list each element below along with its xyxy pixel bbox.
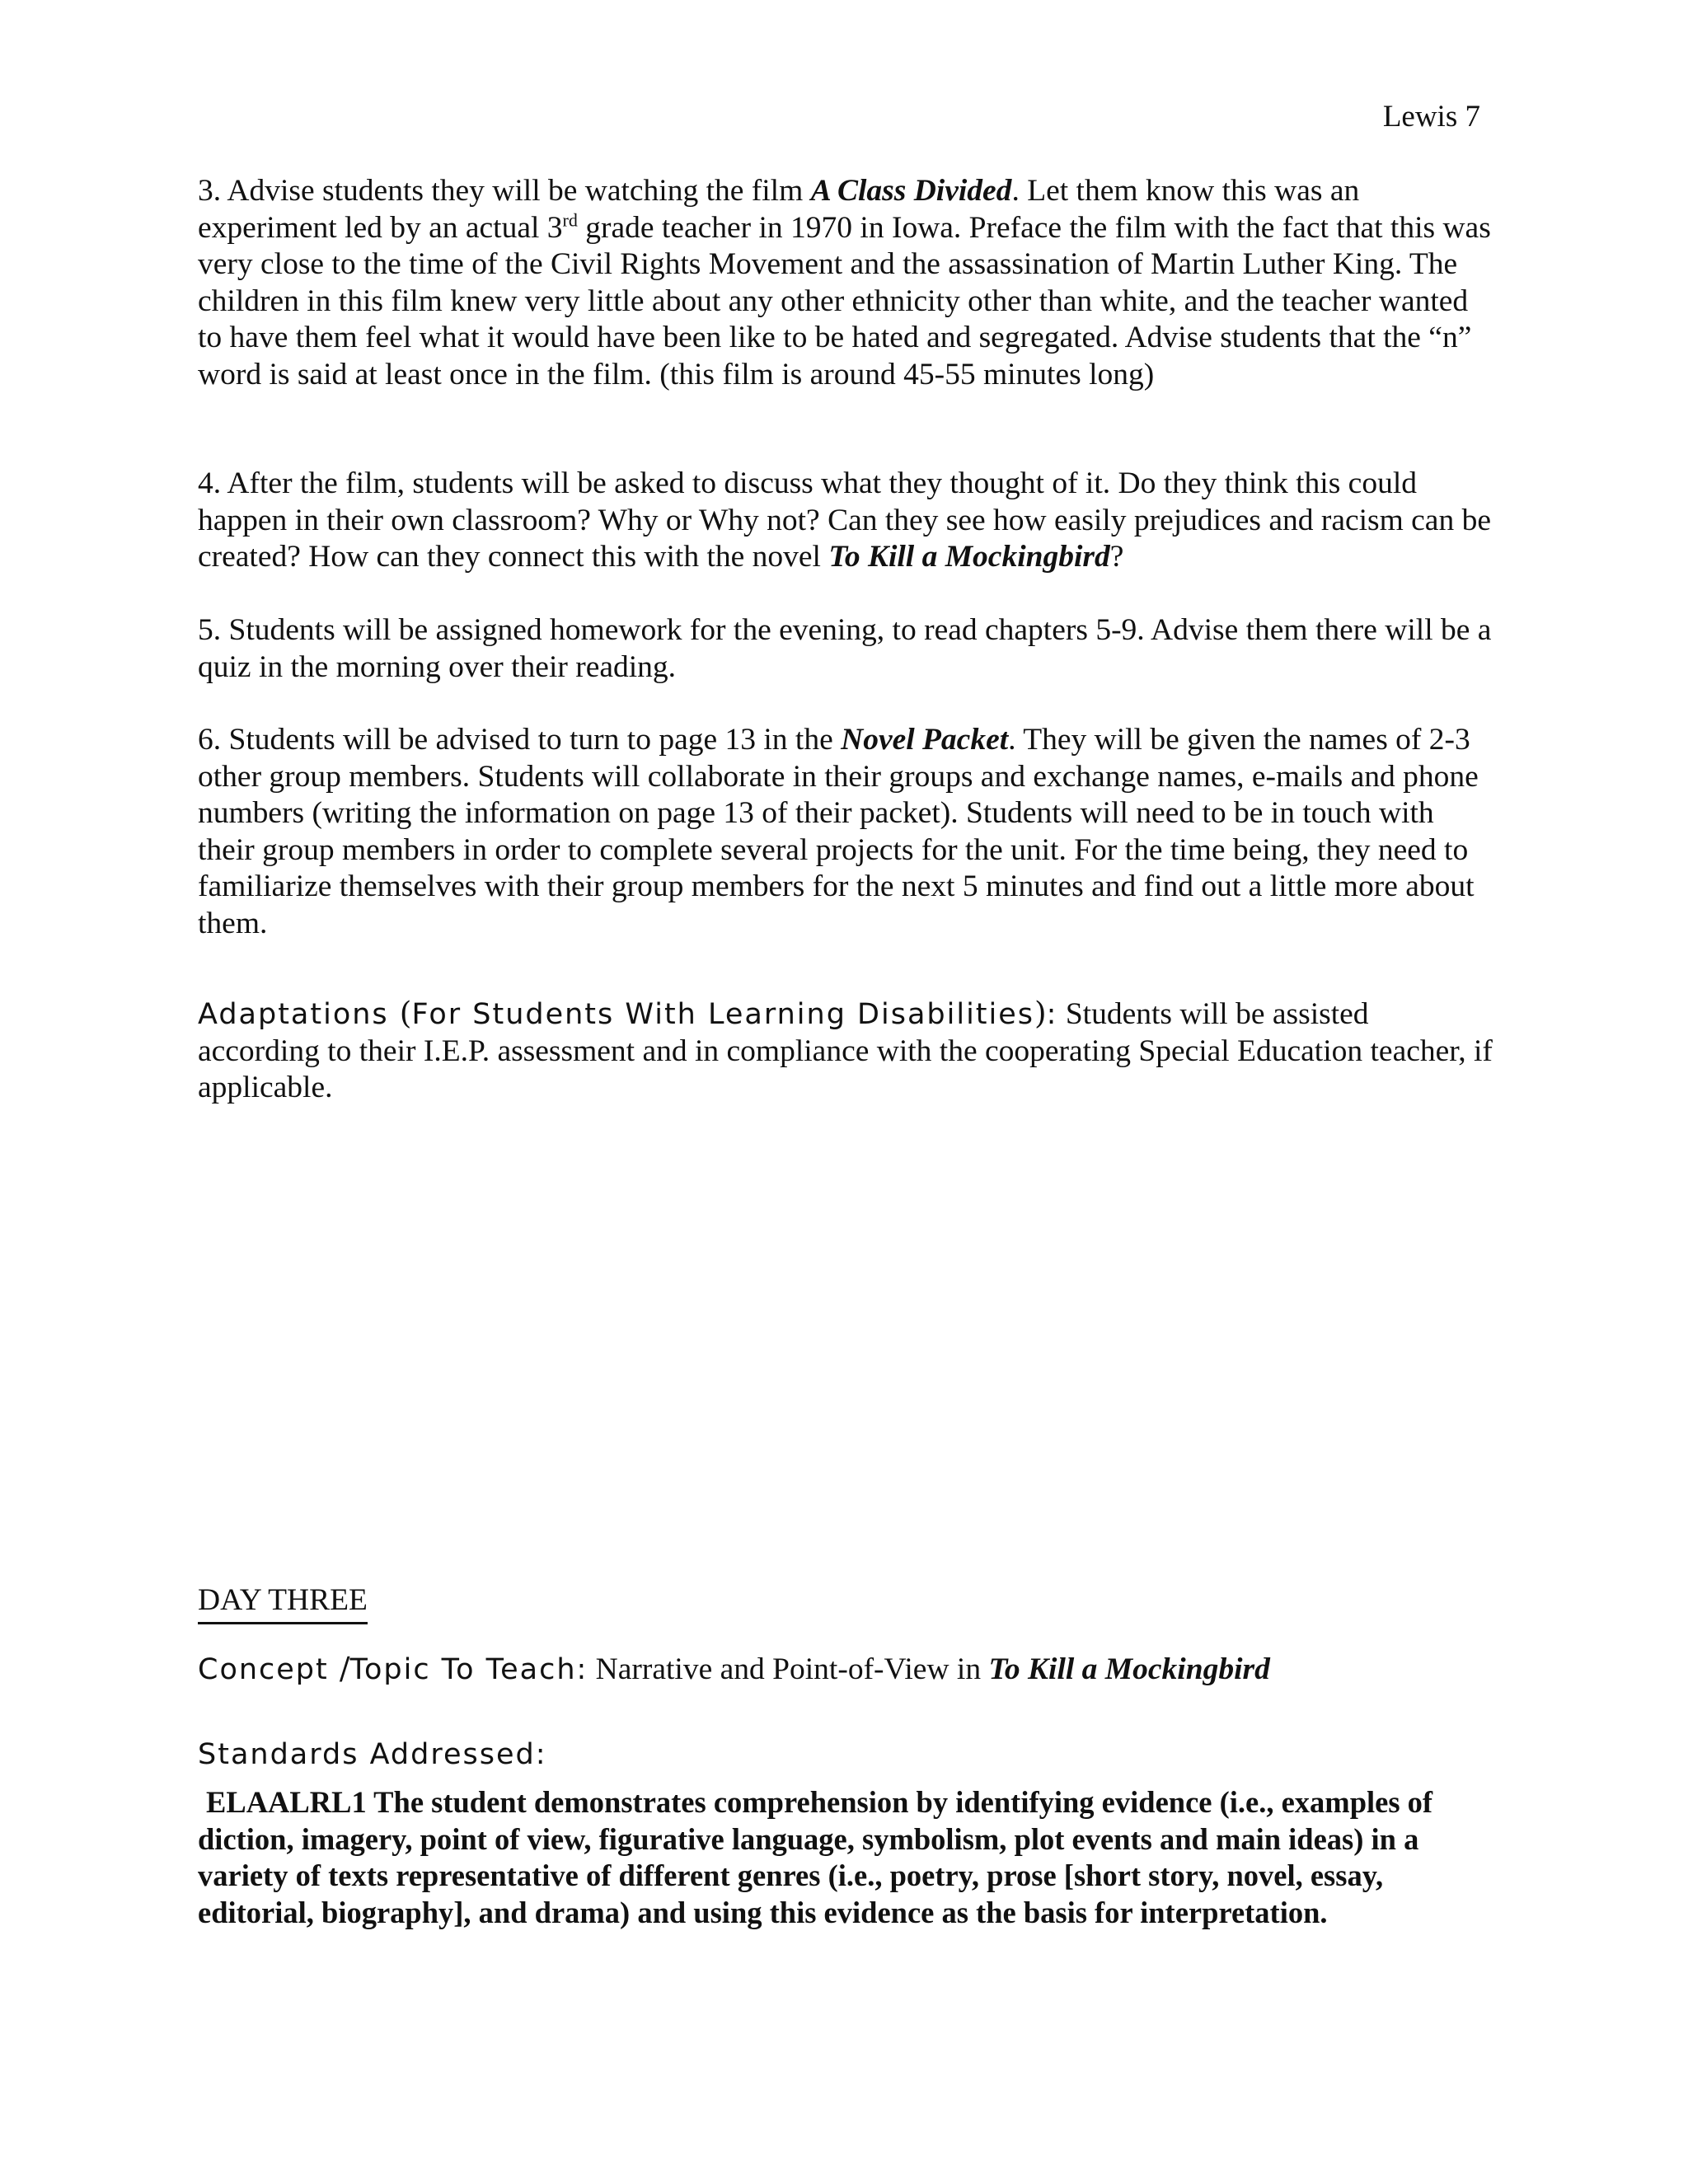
novel-title: To Kill a Mockingbird xyxy=(828,540,1110,574)
standard-elaalrl1: ELAALRL1 The student demonstrates comprehension by identifying evidence (i.e., examples of diction, imagery, point of view, figurative language, symbolism, plot events and main ideas) in a variety of texts representative of different genres (i.e., poetry, prose [short story, novel, essay, editorial, biography], and drama) and using this evidence as the basis for interpretation. xyxy=(198,1785,1433,1929)
step-6-paragraph: 6. Students will be advised to turn to page 13 in the Novel Packet. They will be given the names of 2-3 other group members. Students will collaborate in their groups and exchange names, e-mails and phone numbers (writing the information on page 13 of their packet). Students will need to be in touch with their group members in order to complete several projects for the unit. For the time being, they need to familiarize themselves with their group members for the next 5 minutes and find out a little more about them. xyxy=(198,723,1479,940)
step-3-paragraph: 3. Advise students they will be watching the film A Class Divided. Let them know this was an experiment led by an actual 3rd grade teacher in 1970 in Iowa. Preface the film with the fact that this was very close to the time of the Civil Rights Movement and the assassination of Martin Luther King. The children in this film knew very little about any other ethnicity other than white, and the teacher wanted to have them feel what it would have been like to be hated and segregated. Advise students that the “n” word is said at least once in the film. (this film is around 45-55 minutes long) xyxy=(198,174,1491,391)
packet-title: Novel Packet xyxy=(841,723,1009,757)
step-4-paragraph: 4. After the film, students will be asked to discuss what they thought of it. Do they think this could happen in their own classroom? Why or Why not? Can they see how easily prejudices and racism can be created? How can they connect this with the novel To Kill a Mockingbird? xyxy=(198,466,1491,574)
page-header: Lewis 7 xyxy=(1382,100,1480,134)
concept-line: Concept /Topic To Teach: Narrative and Point-of-View in To Kill a Mockingbird xyxy=(198,1650,1270,1686)
standards-label: Standards Addressed: xyxy=(198,1738,547,1771)
adaptations-paragraph: Adaptations (For Students With Learning Disabilities): Students will be assisted according to their I.E.P. assessment and in compliance with the cooperating Special Education teacher, if applicable. xyxy=(198,995,1493,1104)
adaptations-label: Adaptations xyxy=(198,998,400,1031)
concept-novel-title: To Kill a Mockingbird xyxy=(988,1652,1270,1686)
day-three-heading: DAY THREE xyxy=(198,1582,368,1624)
step-5-paragraph: 5. Students will be assigned homework for the evening, to read chapters 5-9. Advise them there will be a quiz in the morning over their reading. xyxy=(198,613,1492,684)
film-title: A Class Divided xyxy=(810,174,1012,208)
concept-label: Concept xyxy=(198,1653,340,1686)
